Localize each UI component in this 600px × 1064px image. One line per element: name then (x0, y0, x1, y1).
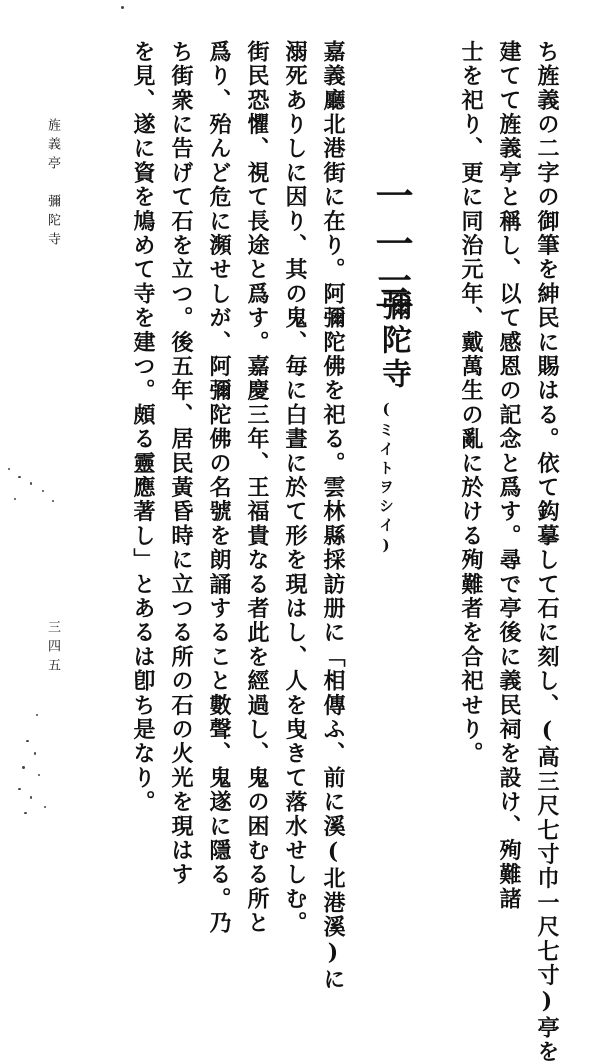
page-number: 三四五 (45, 620, 60, 677)
continuation-line-2: 建てて旌義亭と稱し、以て感恩の記念と爲す。尋で亭後に義民祠を設け、殉難諸 (496, 40, 522, 912)
body-line-3: 街民恐懼、視て長途と爲す。嘉慶三年、王福貴なる者此を經過し、鬼の困むる所と (244, 40, 270, 936)
running-header: 旌義亭 彌陀寺 (45, 118, 60, 251)
body-line-2: 溺死ありしに因り、其の鬼、毎に白晝に於て形を現はし、人を曳きて落水せしむ。 (282, 40, 308, 936)
body-line-6: を見、遂に資を鳩めて寺を建つ。頗る靈應著し」とあるは卽ち是なり。 (130, 40, 156, 815)
entry-reading: (ミイトヲシイ) (377, 400, 395, 558)
continuation-line-1: ち旌義の二字の御筆を紳民に賜はる。依て鈎摹して石に刻し、(高三尺七寸巾一尺七寸)亭を (534, 40, 560, 1064)
body-line-5: ち街衆に告げて石を立つ。後五年、居民黃昏時に立つる所の石の火光を現はす (168, 40, 194, 888)
body-line-1: 嘉義廳北港街に在り。阿彌陀佛を祀る。雲林縣採訪册に「相傳ふ、前に溪(北港溪)に (320, 40, 346, 992)
entry-number: 一一三 (369, 176, 414, 320)
body-line-4: 爲り、殆んど危に瀕せしが、阿彌陀佛の名號を朗誦すること數聲、鬼遂に隱る。乃 (206, 40, 232, 936)
entry-title: 彌陀寺 (376, 290, 411, 392)
continuation-line-3: 士を祀り、更に同治元年、戴萬生の亂に於ける殉難者を合祀せり。 (458, 40, 484, 766)
